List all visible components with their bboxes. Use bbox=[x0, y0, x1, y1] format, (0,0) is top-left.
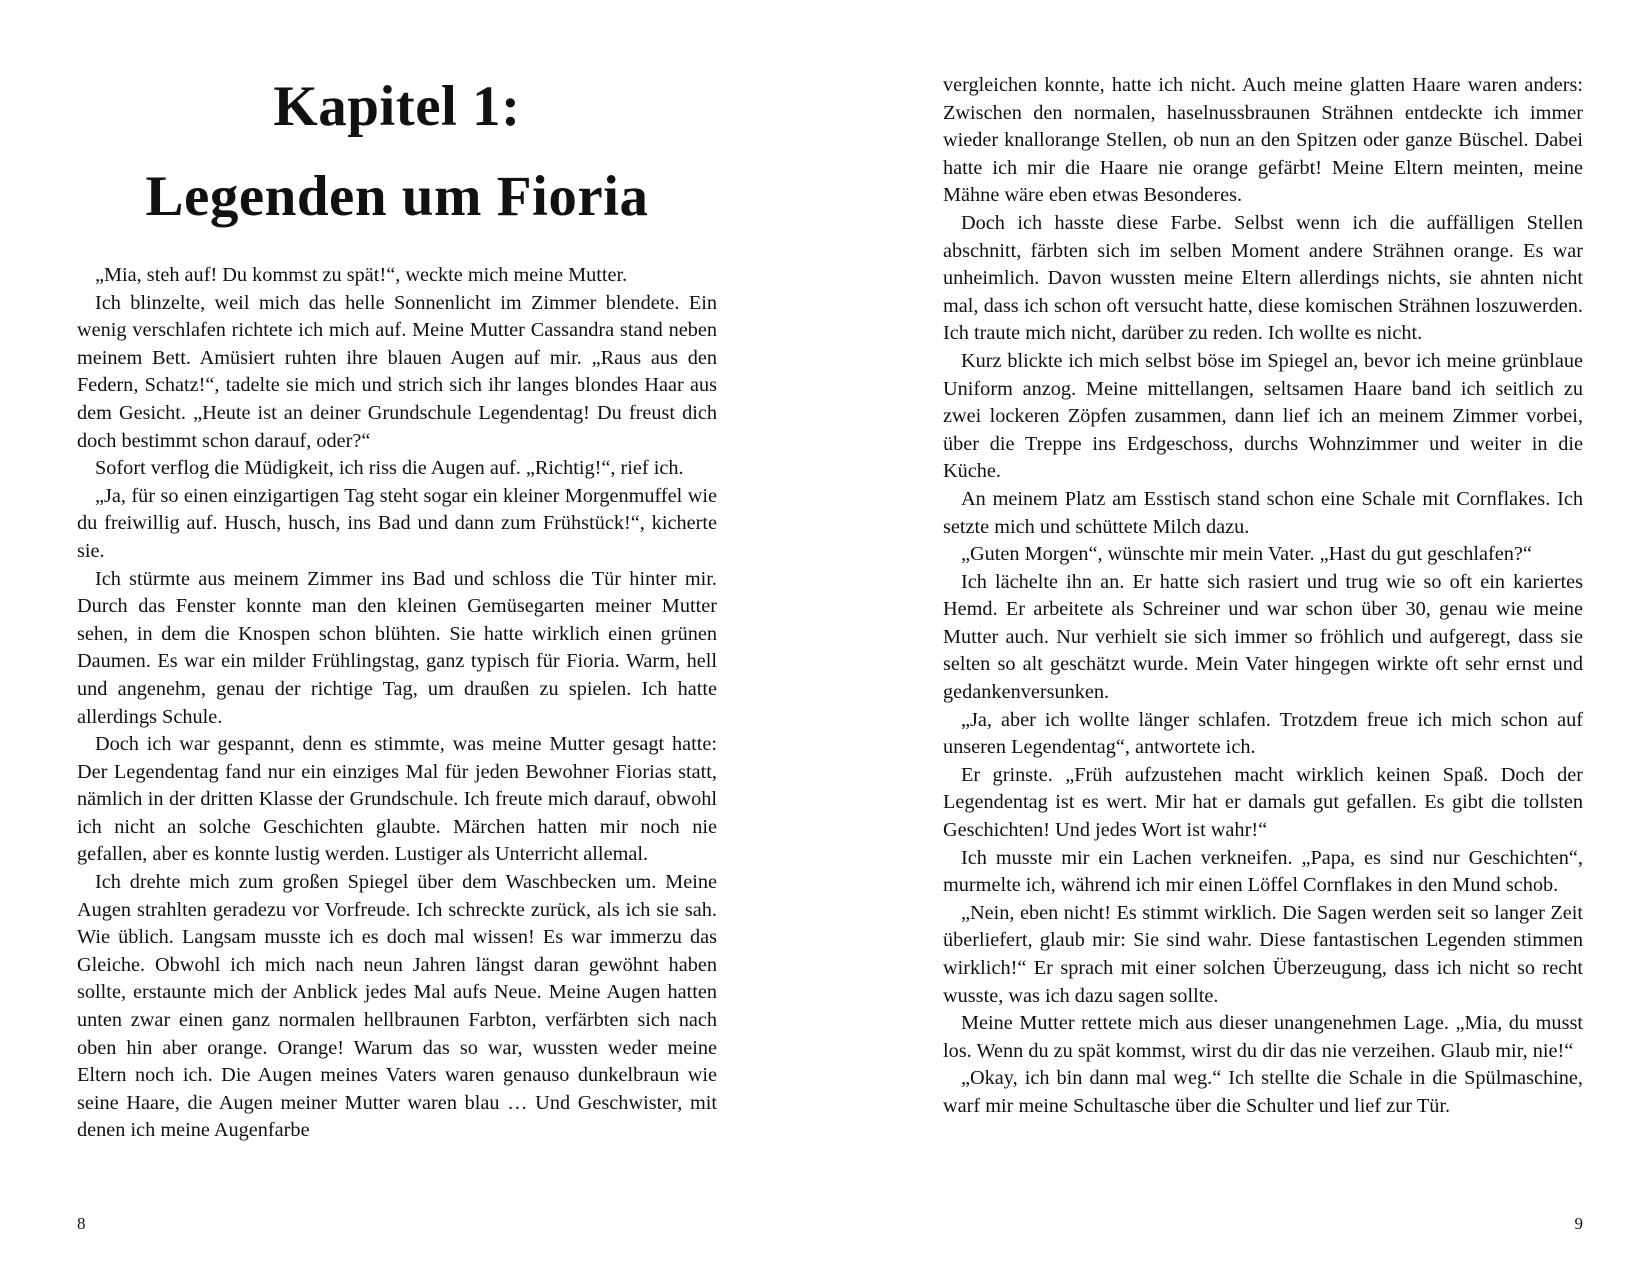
paragraph: „Nein, eben nicht! Es stimmt wirklich. Die Sagen werden seit so langer Zeit überliefert, glaub mir: Sie sind wahr. Diese fantastischen Legenden stimmen wirklich!“ Er sprach mit einer solchen Überzeugung, dass ich nicht so recht wusste, was ich dazu sagen sollte. bbox=[943, 901, 1583, 1007]
chapter-title bbox=[77, 62, 717, 242]
paragraph: „Guten Morgen“, wünschte mir mein Vater. „Hast du gut geschlafen?“ bbox=[961, 543, 1532, 566]
paragraph: Sofort verflog die Müdigkeit, ich riss die Augen auf. „Richtig!“, rief ich. bbox=[95, 457, 684, 480]
paragraph: „Ja, für so einen einzigartigen Tag steht sogar ein kleiner Morgenmuffel wie du freiwillig auf. Husch, husch, ins Bad und dann zum Frühstück!“, kicherte sie. bbox=[77, 484, 717, 562]
right-page bbox=[943, 0, 1583, 1275]
paragraph: Er grinste. „Früh aufzustehen macht wirklich keinen Spaß. Doch der Legendentag ist es wert. Mir hat er damals gut gefallen. Es gibt die tollsten Geschichten! Und jedes Wort ist wahr!“ bbox=[943, 763, 1583, 842]
paragraph: Ich lächelte ihn an. Er hatte sich rasiert und trug wie so oft ein kariertes Hemd. Er arbeitete als Schreiner und war schon über 30, genau wie meine Mutter auch. Nur verhielt sie sich immer so fröhlich und aufgeregt, dass sie selten so alt geschätzt wurde. Mein Vater hingegen wirkte oft sehr ernst und gedankenversunken. bbox=[943, 570, 1583, 704]
paragraph: An meinem Platz am Esstisch stand schon eine Schale mit Cornflakes. Ich setzte mich und schüttete Milch dazu. bbox=[943, 487, 1583, 538]
paragraph: Ich stürmte aus meinem Zimmer ins Bad und schloss die Tür hinter mir. Durch das Fenster konnte man den kleinen Gemüsegarten meiner Mutter sehen, in dem die Knospen schon blühten. Sie hatte wirklich einen grünen Daumen. Es war ein milder Frühlingstag, ganz typisch für Fioria. Warm, hell und angenehm, genau der richtige Tag, um draußen zu spielen. Ich hatte allerdings Schule. bbox=[77, 567, 717, 728]
left-page bbox=[77, 0, 717, 1275]
paragraph: Ich blinzelte, weil mich das helle Sonnenlicht im Zimmer blendete. Ein wenig verschlafen richtete ich mich auf. Meine Mutter Cassandra stand neben meinem Bett. Amüsiert ruhten ihre blauen Augen auf mir. „Raus aus den Federn, Schatz!“, tadelte sie mich und strich sich ihr langes blondes Haar aus dem Gesicht. „Heute ist an deiner Grundschule Legendentag! Du freust dich doch bestimmt schon darauf, oder?“ bbox=[77, 291, 717, 452]
paragraph: Ich drehte mich zum großen Spiegel über dem Waschbecken um. Meine Augen strahlten geradezu vor Vorfreude. Ich schreckte zurück, als ich sie sah. Wie üblich. Langsam musste ich es doch mal wissen! Es war immerzu das Gleiche. Obwohl ich mich nach neun Jahren längst daran gewöhnt haben sollte, erstaunte mich der Anblick jedes Mal aufs Neue. Meine Augen hatten unten zwar einen ganz normalen hellbraunen Farbton, verfärbten sich nach oben hin aber orange. Orange! Warum das so war, wussten weder meine Eltern noch ich. Die Augen meines Vaters waren genauso dunkelbraun wie seine Haare, die Augen meiner Mutter waren blau … Und Geschwister, mit denen ich meine Augenfarbe bbox=[77, 871, 717, 1142]
paragraph: Doch ich war gespannt, denn es stimmte, was meine Mutter gesagt hatte: Der Legendentag fand nur ein einziges Mal für jeden Bewohner Fiorias statt, nämlich in der dritten Klasse der Grundschule. Ich freute mich darauf, obwohl ich nicht an solche Geschichten glaubte. Märchen hatten mir noch nie gefallen, aber es konnte lustig werden. Lustiger als Unterricht allemal. bbox=[77, 733, 717, 866]
paragraph: „Okay, ich bin dann mal weg.“ Ich stellte die Schale in die Spülmaschine, warf mir meine Schultasche über die Schulter und lief zur Tür. bbox=[943, 1067, 1583, 1117]
paragraph: Kurz blickte ich mich selbst böse im Spiegel an, bevor ich meine grünblaue Uniform anzog. Meine mittellangen, seltsamen Haare band ich seitlich zu zwei lockeren Zöpfen zusammen, dann lief ich an meinem Zimmer vorbei, über die Treppe ins Erdgeschoss, durchs Wohnzimmer und weiter in die Küche. bbox=[943, 349, 1583, 483]
paragraph: Doch ich hasste diese Farbe. Selbst wenn ich die auffälligen Stellen abschnitt, färbten sich im selben Moment andere Strähnen orange. Es war unheimlich. Davon wussten meine Eltern allerdings nichts, sie ahnten nicht mal, dass ich schon oft versucht hatte, diese komischen Strähnen loszuwerden. Ich traute mich nicht, darüber zu reden. Ich wollte es nicht. bbox=[943, 211, 1583, 345]
paragraph: „Ja, aber ich wollte länger schlafen. Trotzdem freue ich mich schon auf unseren Legendentag“, antwortete ich. bbox=[943, 708, 1583, 759]
right-page-body bbox=[943, 72, 1583, 1121]
page-number-right: 9 bbox=[1574, 1214, 1583, 1233]
paragraph-continuation: vergleichen konnte, hatte ich nicht. Auch meine glatten Haare waren anders: Zwischen den normalen, haselnussbraunen Strähnen entdeckte ich immer wieder knallorange Stellen, ob nun an den Spitzen oder ganze Büschel. Dabei hatte ich mir die Haare nie orange gefärbt! Meine Eltern meinten, meine Mähne wäre eben etwas Besonderes. bbox=[943, 74, 1583, 207]
left-page-body bbox=[77, 262, 717, 1145]
paragraph: Meine Mutter rettete mich aus dieser unangenehmen Lage. „Mia, du musst los. Wenn du zu spät kommst, wirst du dir das nie verzeihen. Glaub mir, nie!“ bbox=[943, 1012, 1583, 1062]
page-number-left: 8 bbox=[77, 1214, 86, 1233]
chapter-title-line-1: Kapitel 1: bbox=[273, 75, 521, 138]
chapter-title-line-2: Legenden um Fioria bbox=[145, 165, 649, 228]
paragraph: Ich musste mir ein Lachen verkneifen. „Papa, es sind nur Geschichten“, murmelte ich, während ich mir einen Löffel Cornflakes in den Mund schob. bbox=[943, 846, 1583, 897]
paragraph: „Mia, steh auf! Du kommst zu spät!“, weckte mich meine Mutter. bbox=[95, 264, 628, 286]
